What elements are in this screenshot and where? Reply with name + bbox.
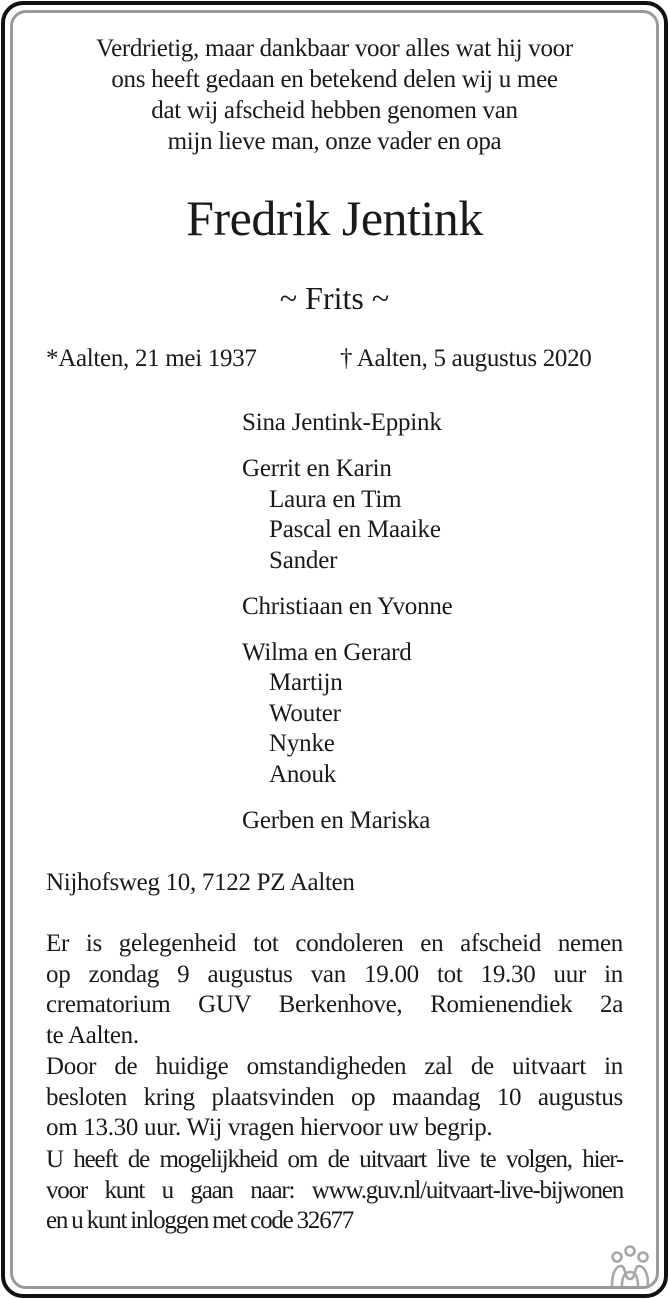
condolence-line: te Aalten. [46, 1021, 139, 1049]
intro-line: dat wij afscheid hebben genomen van [151, 97, 518, 124]
intro-line: ons heeft gedaan en betekend delen wij u mee [111, 66, 558, 93]
livestream-line: U heeft de mogelijkheid om de uitvaart live te volgen, hier- [46, 1146, 623, 1173]
deceased-name: Fredrik Jentink [186, 190, 483, 246]
family-group [242, 806, 453, 837]
family-member: Christiaan en Yvonne [242, 592, 453, 620]
funeral-line: om 13.30 uur. Wij vragen hiervoor uw begrip. [46, 1114, 493, 1141]
funeral-line: besloten kring plaatsvinden op maandag 10 augustus [46, 1083, 623, 1111]
intro-text [0, 33, 669, 157]
death-date: † Aalten, 5 augustus 2020 [340, 345, 592, 372]
funeral-line: Door de huidige omstandigheden zal de uitvaart in [46, 1053, 623, 1080]
family-member: Gerrit en Karin [242, 455, 392, 482]
family-group [242, 592, 453, 623]
condolence-line: Er is gelegenheid tot condoleren en afscheid nemen [46, 930, 623, 957]
grandchild: Anouk [269, 760, 337, 788]
condolence-info [46, 929, 623, 1051]
grandchild: Sander [269, 546, 338, 574]
grandchild: Pascal en Maaike [269, 516, 441, 543]
family-member: Wilma en Gerard [242, 638, 412, 666]
family-member: Gerben en Mariska [242, 806, 431, 834]
condolence-line: crematorium GUV Berkenhove, Romienendiek 2a [46, 991, 623, 1018]
livestream-line: en u kunt inloggen met code 32677 [46, 1207, 354, 1234]
family-list [242, 408, 453, 852]
condolence-line: op zondag 9 augustus van 19.00 tot 19.30 uur in [46, 960, 623, 988]
grandchild: Martijn [269, 669, 343, 696]
grandchild: Wouter [269, 699, 341, 727]
family-group [242, 408, 453, 439]
grandchild: Laura en Tim [269, 485, 402, 513]
livestream-info [46, 1145, 623, 1237]
family-group [242, 454, 453, 576]
family-group [242, 638, 453, 791]
livestream-line: voor kunt u gaan naar: www.guv.nl/uitvaart-live-bijwonen [46, 1176, 623, 1204]
deceased-nickname: ~ Frits ~ [279, 280, 390, 316]
funeral-info [46, 1052, 623, 1144]
family-member: Sina Jentink-Eppink [242, 409, 442, 436]
home-address: Nijhofsweg 10, 7122 PZ Aalten [46, 869, 355, 896]
grandchild: Nynke [269, 730, 335, 757]
birth-date: *Aalten, 21 mei 1937 [46, 345, 257, 372]
people-group-icon [608, 1245, 652, 1287]
intro-line: Verdrietig, maar dankbaar voor alles wat hij voor [96, 35, 573, 62]
intro-line: mijn lieve man, onze vader en opa [167, 128, 502, 155]
